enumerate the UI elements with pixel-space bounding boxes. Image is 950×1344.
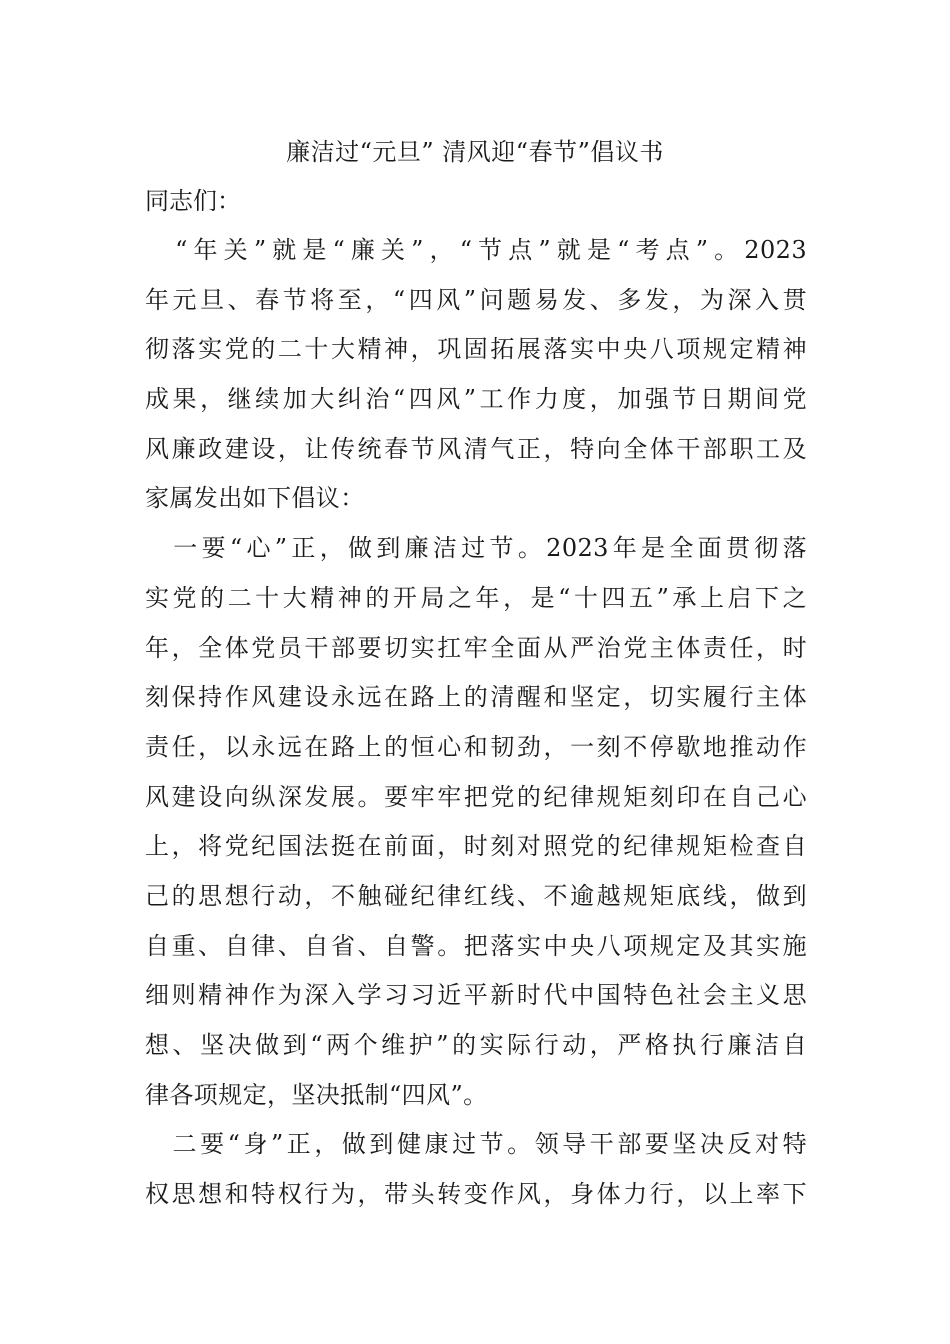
text-line: 二要“身”正，做到健康过节。领导干部要坚决反对特 (145, 1130, 807, 1159)
text-line: 律各项规定，坚决抵制“四风”。 (145, 1080, 488, 1109)
greeting: 同志们： (145, 187, 241, 215)
text-line: 实党的二十大精神的开局之年，是“十四五”承上启下之 (145, 583, 807, 612)
text-line: 自重、自律、自省、自警。把落实中央八项规定及其实施 (145, 931, 807, 960)
text-line: 权思想和特权行为，带头转变作风，身体力行，以上率下 (145, 1180, 807, 1209)
text-line: 刻保持作风建设永远在路上的清醒和坚定，切实履行主体 (145, 683, 807, 712)
text-line: 一要“心”正，做到廉洁过节。2023年是全面贯彻落 (145, 534, 807, 563)
text-line: 年，全体党员干部要切实扛牢全面从严治党主体责任，时 (145, 633, 807, 662)
text-line: 彻落实党的二十大精神，巩固拓展落实中央八项规定精神 (145, 335, 807, 364)
text-line: 家属发出如下倡议： (145, 484, 365, 513)
text-line: 上，将党纪国法挺在前面，时刻对照党的纪律规矩检查自 (145, 832, 807, 861)
text-line: “年关”就是“廉关”，“节点”就是“考点”。2023 (145, 236, 807, 264)
text-line: 年元旦、春节将至，“四风”问题易发、多发，为深入贯 (145, 285, 807, 314)
text-line: 责任，以永远在路上的恒心和韧劲，一刻不停歇地推动作 (145, 732, 807, 761)
text-line: 己的思想行动，不触碰纪律红线、不逾越规矩底线，做到 (145, 881, 807, 910)
text-line: 想、坚决做到“两个维护”的实际行动，严格执行廉洁自 (145, 1031, 807, 1059)
body-text (145, 226, 807, 1220)
text-line: 风廉政建设，让传统春节风清气正，特向全体干部职工及 (145, 434, 807, 463)
document-title: 廉洁过“元旦” 清风迎“春节”倡议书 (286, 138, 664, 166)
text-line: 成果，继续加大纠治“四风”工作力度，加强节日期间党 (145, 385, 807, 414)
text-line: 风建设向纵深发展。要牢牢把党的纪律规矩刻印在自己心 (145, 782, 807, 811)
text-line: 细则精神作为深入学习习近平新时代中国特色社会主义思 (145, 981, 807, 1010)
